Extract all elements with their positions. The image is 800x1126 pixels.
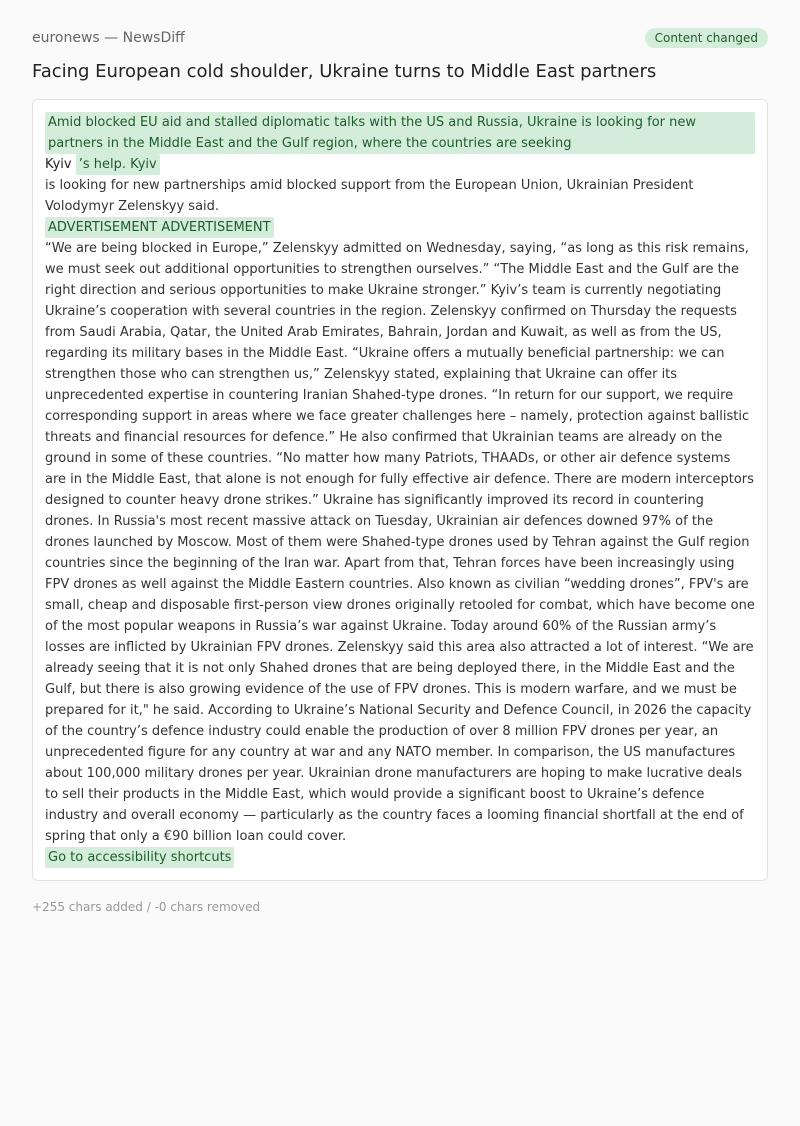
kyiv-line — [45, 154, 755, 175]
source-label: euronews — NewsDiff — [32, 30, 185, 46]
status-badge: Content changed — [645, 28, 768, 48]
diff-summary: +255 chars added / -0 chars removed — [32, 900, 261, 914]
diff-card — [32, 99, 768, 881]
added-advertisement: ADVERTISEMENT ADVERTISEMENT — [45, 217, 274, 238]
paragraph-body: “We are being blocked in Europe,” Zelenskyy admitted on Wednesday, saying, “as long as this risk remains, we must seek out additional opportunities to strengthen ourselves.” “The Middle East and the Gulf are the right direction and serious opportunities to make Ukraine stronger.” Kyiv’s team is currently negotiating Ukraine’s cooperation with several countries in the region. Zelenskyy confirmed on Thursday the requests from Saudi Arabia, Qatar, the United Arab Emirates, Bahrain, Jordan and Kuwait, as well as from the US, regarding its military bases in the Middle East. “Ukraine offers a mutually beneficial partnership: we can strengthen those who can strengthen us,” Zelenskyy stated, explaining that Ukraine can offer its unprecedented expertise in countering Iranian Shahed-type drones. “In return for our support, we require corresponding support in areas where we face greater challenges here – namely, protection against ballistic threats and financial resources for defence.” He also confirmed that Ukrainian teams are already on the ground in some of these countries. “No matter how many Patriots, THAADs, or other air defence systems are in the Middle East, that alone is not enough for fully effective air defence. There are modern interceptors designed to counter heavy drone strikes.” Ukraine has significantly improved its record in countering drones. In Russia's most recent massive attack on Tuesday, Ukrainian air defences downed 97% of the drones launched by Moscow. Most of them were Shahed-type drones used by Tehran against the Gulf region countries since the beginning of the Iran war. Apart from that, Tehran forces have been increasingly using FPV drones as well against the Middle Eastern countries. Also known as civilian “wedding drones”, FPV's are small, cheap and disposable first-person view drones originally retooled for combat, which have become one of the most popular weapons in Russia’s war against Ukraine. Today around 60% of the Russian army’s losses are inflicted by Ukrainian FPV drones. Zelenskyy said this area also attracted a lot of interest. “We are already seeing that it is not only Shahed drones that are being deployed there, in the Middle East and the Gulf, but there is also growing evidence of the use of FPV drones. This is modern warfare, and we must be prepared for it," he said. According to Ukraine’s National Security and Defence Council, in 2026 the capacity of the country’s defence industry could enable the production of over 8 million FPV drones per year, an unprecedented figure for any country at war and any NATO member. In comparison, the US manufactures about 100,000 military drones per year. Ukrainian drone manufacturers are hoping to make lucrative deals to sell their products in the Middle East, which would provide a significant boost to Ukraine’s defence industry and overall economy — particularly as the country faces a looming financial shortfall at the end of spring that only a €90 billion loan could cover. — [45, 241, 755, 844]
added-accessibility-link: Go to accessibility shortcuts — [45, 847, 234, 868]
kyiv-text: Kyiv — [45, 157, 72, 172]
paragraph-intro: is looking for new partnerships amid blocked support from the European Union, Ukrainian President Volodymyr Zelenskyy said. — [45, 178, 694, 214]
added-help: ’s help. Kyiv — [76, 154, 160, 175]
added-lead: Amid blocked EU aid and stalled diplomatic talks with the US and Russia, Ukraine is looking for new partners in the Middle East and the Gulf region, where the countries are seeking — [45, 112, 755, 154]
page-title: Facing European cold shoulder, Ukraine turns to Middle East partners — [32, 61, 657, 82]
header — [32, 28, 768, 50]
